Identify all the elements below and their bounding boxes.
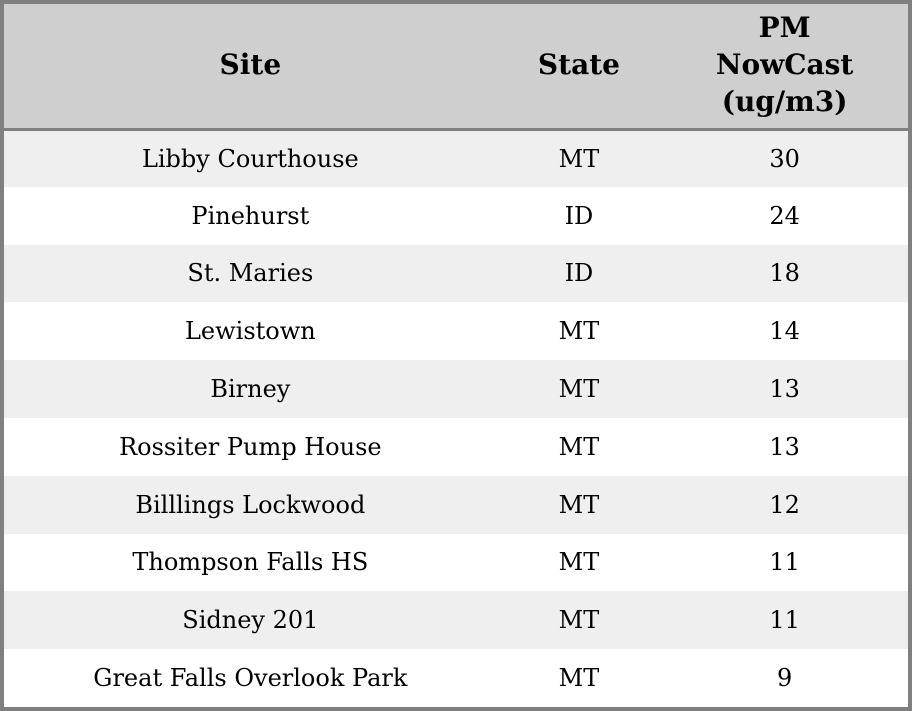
data-table [4, 4, 908, 707]
table-row [4, 534, 908, 592]
pm-nowcast-cell: 14 [769, 317, 800, 346]
state-cell: ID [564, 259, 594, 288]
site-cell: Thompson Falls HS [132, 548, 369, 577]
pm-nowcast-cell: 13 [769, 432, 800, 461]
site-cell: Pinehurst [191, 201, 310, 230]
site-cell: Birney [210, 375, 291, 404]
pm-nowcast-cell: 11 [769, 548, 800, 577]
column-header-site-label: Site [219, 48, 282, 82]
state-cell: MT [558, 664, 600, 693]
column-header-pm-nowcast [661, 4, 908, 129]
site-cell: St. Maries [187, 259, 314, 288]
column-header-state [497, 4, 662, 129]
state-cell: MT [558, 432, 600, 461]
site-cell: Great Falls Overlook Park [93, 664, 408, 693]
table-row [4, 129, 908, 187]
table-header [4, 4, 908, 129]
state-cell: MT [558, 548, 600, 577]
site-cell: Billlings Lockwood [135, 490, 366, 519]
table-row [4, 649, 908, 707]
table-row [4, 591, 908, 649]
site-cell: Rossiter Pump House [119, 432, 382, 461]
state-cell: MT [558, 317, 600, 346]
column-header-state-label: State [537, 48, 620, 82]
state-cell: ID [564, 201, 594, 230]
state-cell: MT [558, 490, 600, 519]
table-row [4, 187, 908, 245]
table-row [4, 360, 908, 418]
table-row [4, 302, 908, 360]
pm-nowcast-cell: 30 [769, 144, 800, 173]
table-row [4, 476, 908, 534]
state-cell: MT [558, 144, 600, 173]
state-cell: MT [558, 606, 600, 635]
pm-nowcast-cell: 24 [769, 201, 800, 230]
table-row [4, 418, 908, 476]
pm-nowcast-cell: 12 [769, 490, 800, 519]
pm-nowcast-cell: 9 [776, 664, 793, 693]
state-cell: MT [558, 375, 600, 404]
pm-nowcast-cell: 11 [769, 606, 800, 635]
column-header-pm-nowcast-label: PM NowCast (ug/m3) [715, 11, 854, 119]
pm-nowcast-cell: 18 [769, 259, 800, 288]
column-header-site [4, 4, 497, 129]
pm-nowcast-cell: 13 [769, 375, 800, 404]
site-cell: Libby Courthouse [141, 144, 359, 173]
table-body [4, 129, 908, 707]
table-row [4, 245, 908, 303]
site-cell: Lewistown [184, 317, 316, 346]
site-cell: Sidney 201 [182, 606, 319, 635]
header-row [4, 4, 908, 129]
